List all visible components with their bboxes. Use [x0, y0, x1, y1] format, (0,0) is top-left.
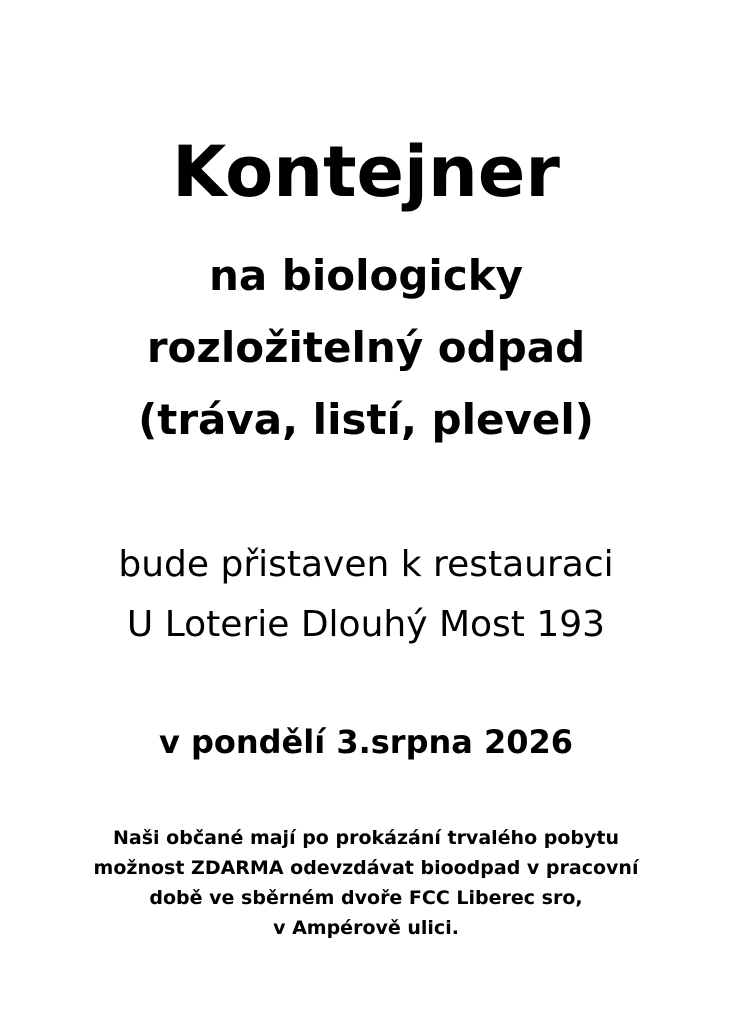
notice-line-2: možnost ZDARMA odevzdávat bioodpad v pracovní	[93, 857, 639, 879]
location-line-1: bude přistaven k restauraci	[118, 544, 614, 585]
notice-line-4: v Ampérově ulici.	[273, 917, 459, 939]
notice-line-3: době ve sběrném dvoře FCC Liberec sro,	[149, 887, 583, 909]
waste-type-line-1: na biologicky	[208, 251, 524, 300]
waste-type-line-2: rozložitelný odpad	[146, 323, 586, 372]
waste-type-description	[0, 240, 732, 456]
waste-type-line-3: (tráva, listí, plevel)	[138, 395, 594, 444]
placement-date: v pondělí 3.srpna 2026	[158, 723, 574, 761]
location-line-2: U Loterie Dlouhý Most 193	[126, 604, 606, 645]
poster-title: Kontejner	[172, 131, 560, 213]
container-location	[0, 535, 732, 655]
notice-line-1: Naši občané mají po prokázání trvalého pobytu	[113, 827, 619, 849]
resident-notice	[0, 823, 732, 943]
